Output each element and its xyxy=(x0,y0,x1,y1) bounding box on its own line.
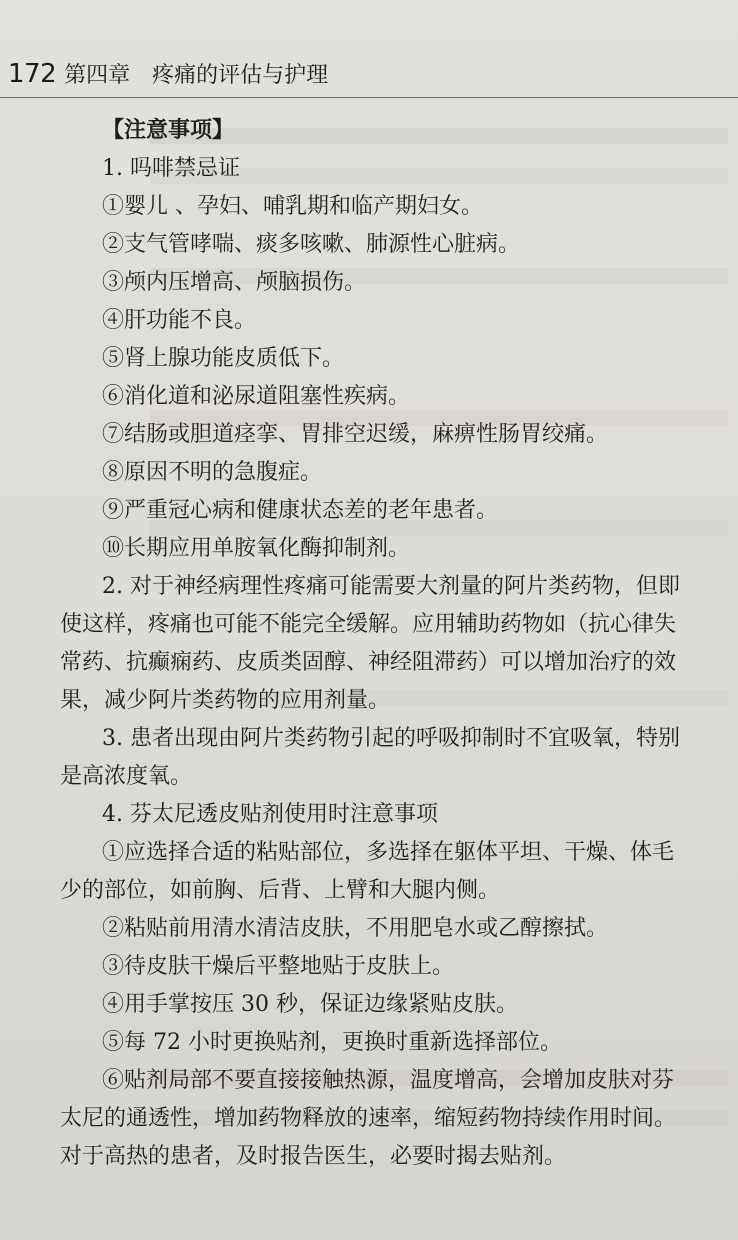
text-line: 少的部位，如前胸、后背、上臂和大腿内侧。 xyxy=(60,878,501,903)
text-line: 常药、抗癫痫药、皮质类固醇、神经阻滞药）可以增加治疗的效 xyxy=(60,650,677,675)
text-line: ③颅内压增高、颅脑损伤。 xyxy=(102,270,367,295)
text-line: 4. 芬太尼透皮贴剂使用时注意事项 xyxy=(102,802,438,827)
text-line: ⑩长期应用单胺氧化酶抑制剂。 xyxy=(102,536,411,561)
text-line: ②粘贴前用清水清洁皮肤，不用肥皂水或乙醇擦拭。 xyxy=(102,916,609,941)
text-line: ⑤肾上腺功能皮质低下。 xyxy=(102,346,345,371)
chapter-title: 疼痛的评估与护理 xyxy=(152,63,329,88)
text-line: ①婴儿 、孕妇、哺乳期和临产期妇女。 xyxy=(102,194,483,219)
text-line: 太尼的通透性，增加药物释放的速率，缩短药物持续作用时间。 xyxy=(60,1106,677,1131)
text-line: ⑧原因不明的急腹症。 xyxy=(102,460,323,485)
page-number: 172 xyxy=(8,59,57,89)
text-line: ⑨严重冠心病和健康状态差的老年患者。 xyxy=(102,498,499,523)
text-line: ⑤每 72 小时更换贴剂，更换时重新选择部位。 xyxy=(102,1030,562,1055)
text-line: 对于高热的患者，及时报告医生，必要时揭去贴剂。 xyxy=(60,1144,567,1169)
text-line: ⑥贴剂局部不要直接接触热源，温度增高，会增加皮肤对芬 xyxy=(102,1068,675,1093)
text-line: ④用手掌按压 30 秒，保证边缘紧贴皮肤。 xyxy=(102,992,518,1017)
text-line: 使这样，疼痛也可能不能完全缓解。应用辅助药物如（抗心律失 xyxy=(60,612,677,637)
text-line: ②支气管哮喘、痰多咳嗽、肺源性心脏病。 xyxy=(102,232,521,257)
text-line: ①应选择合适的粘贴部位，多选择在躯体平坦、干燥、体毛 xyxy=(102,840,675,865)
text-line: ③待皮肤干燥后平整地贴于皮肤上。 xyxy=(102,954,455,979)
paragraph-lines xyxy=(60,150,710,1176)
chapter-label: 第四章 xyxy=(64,63,131,88)
text-line: 3. 患者出现由阿片类药物引起的呼吸抑制时不宜吸氧，特别 xyxy=(102,726,680,751)
header-divider xyxy=(0,97,738,98)
running-header xyxy=(8,58,328,89)
section-heading: 【注意事项】 xyxy=(102,118,235,143)
text-line: ⑦结肠或胆道痉挛、胃排空迟缓，麻痹性肠胃绞痛。 xyxy=(102,422,609,447)
text-line: 2. 对于神经病理性疼痛可能需要大剂量的阿片类药物，但即 xyxy=(102,574,680,599)
text-line: 1. 吗啡禁忌证 xyxy=(102,156,240,181)
text-line: ⑥消化道和泌尿道阻塞性疾病。 xyxy=(102,384,411,409)
body-text xyxy=(60,112,710,1176)
text-line: ④肝功能不良。 xyxy=(102,308,257,333)
text-line: 果，减少阿片类药物的应用剂量。 xyxy=(60,688,391,713)
text-line: 是高浓度氧。 xyxy=(60,764,193,789)
